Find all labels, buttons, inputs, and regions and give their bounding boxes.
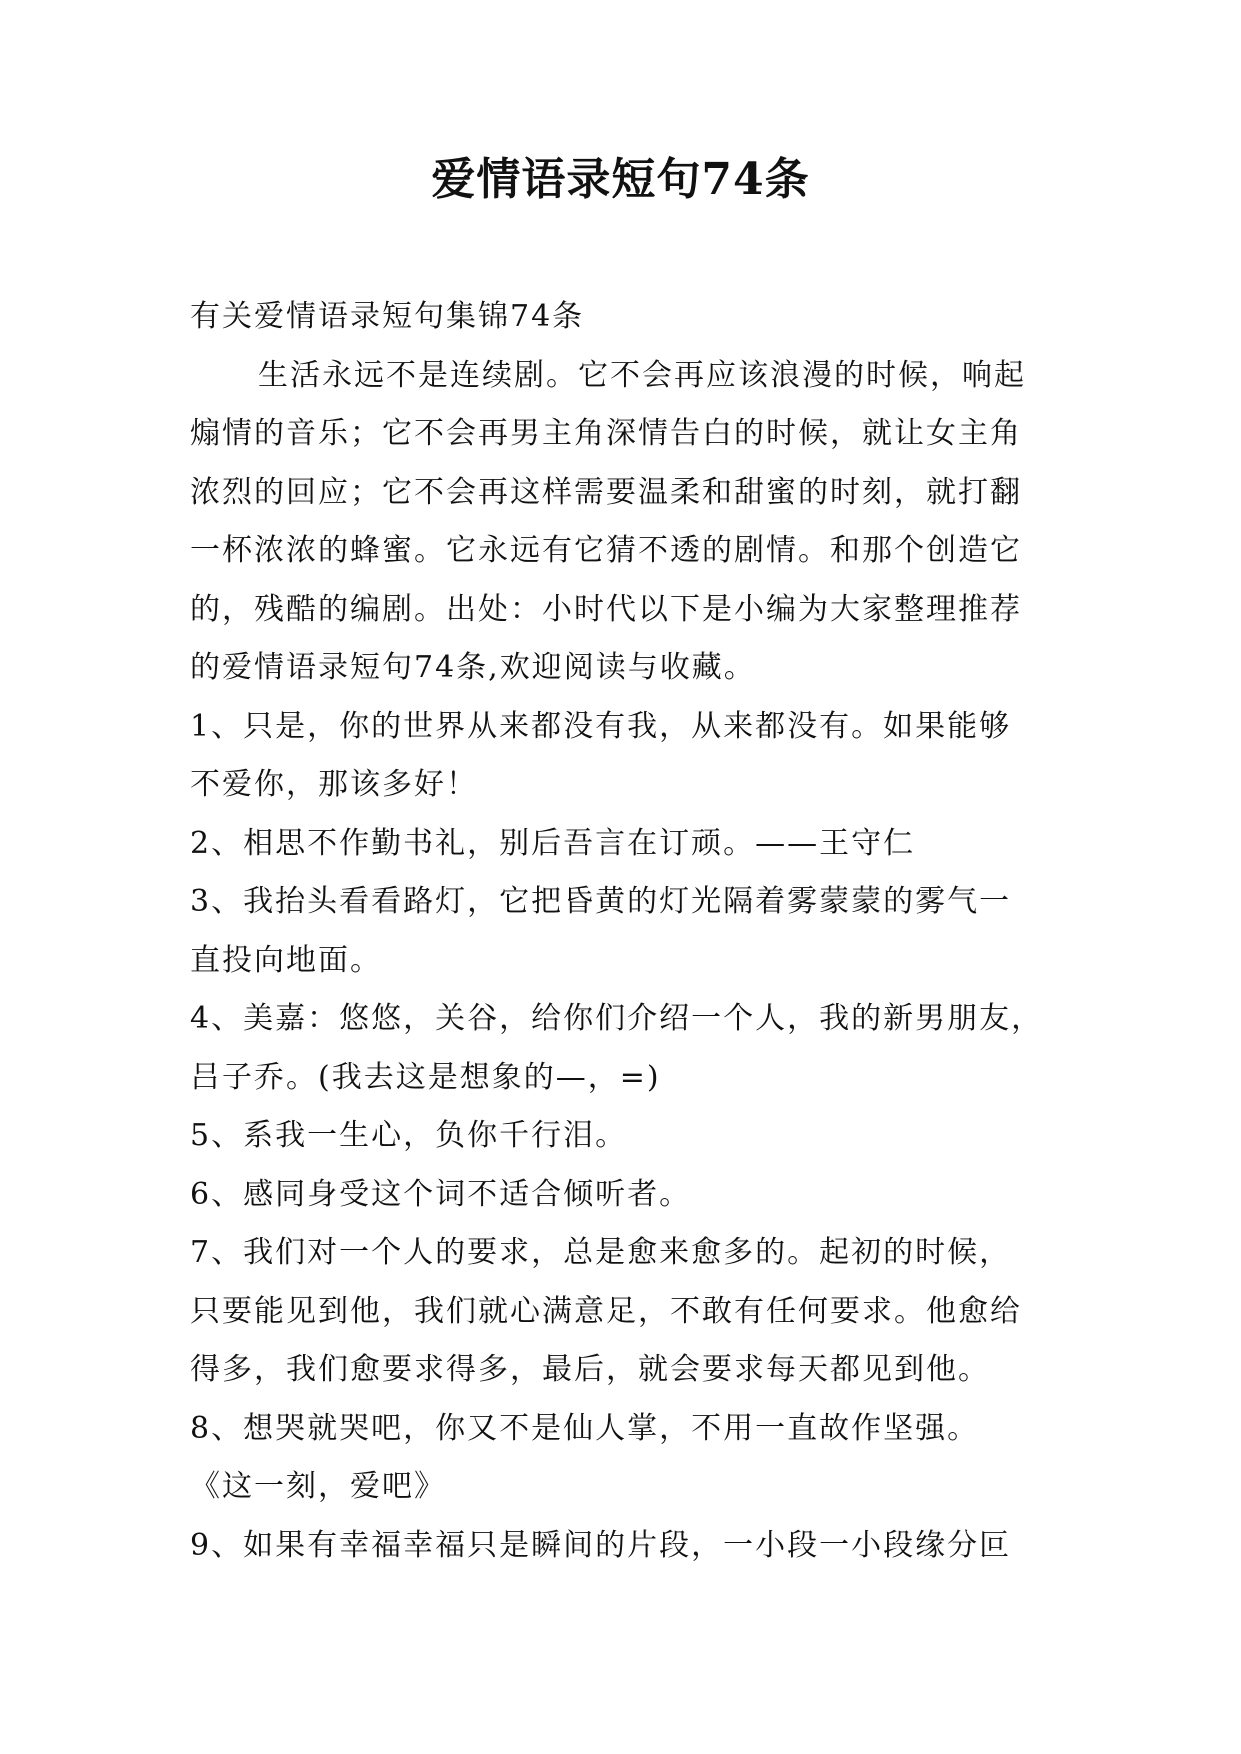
- quote-line: 不爱你，那该多好！: [190, 767, 478, 802]
- quote-line: 《这一刻，爱吧》: [190, 1469, 446, 1504]
- quote-line: 3、我抬头看看路灯，它把昏黄的灯光隔着雾蒙蒙的雾气一: [190, 884, 1012, 919]
- quote-line: 5、系我一生心，负你千行泪。: [190, 1118, 628, 1153]
- intro-paragraph-line: 浓烈的回应；它不会再这样需要温柔和甜蜜的时刻，就打翻: [190, 474, 1022, 510]
- quote-line: 得多，我们愈要求得多，最后，就会要求每天都见到他。: [190, 1352, 990, 1387]
- quote-line: 1、只是，你的世界从来都没有我，从来都没有。如果能够: [190, 708, 1012, 744]
- quote-line: 6、感同身受这个词不适合倾听者。: [190, 1176, 692, 1212]
- quote-line: 4、美嘉：悠悠，关谷，给你们介绍一个人，我的新男朋友，: [190, 1001, 1044, 1036]
- quote-line: 9、如果有幸福幸福只是瞬间的片段，一小段一小段缘分叵: [190, 1527, 1012, 1563]
- quote-line: 直投向地面。: [190, 942, 382, 978]
- intro-paragraph-line: 的爱情语录短句74条,欢迎阅读与收藏。: [190, 650, 756, 685]
- quote-line: 吕子乔。(我去这是想象的—，=): [190, 1059, 661, 1095]
- document-body: [190, 288, 1070, 1575]
- intro-paragraph-line: 的，残酷的编剧。出处：小时代以下是小编为大家整理推荐: [190, 591, 1022, 627]
- quote-line: 只要能见到他，我们就心满意足，不敢有任何要求。他愈给: [190, 1293, 1022, 1329]
- intro-paragraph-line: 生活永远不是连续剧。它不会再应该浪漫的时候，响起: [258, 357, 1026, 393]
- intro-paragraph-line: 煽情的音乐；它不会再男主角深情告白的时候，就让女主角: [190, 416, 1022, 451]
- quote-line: 7、我们对一个人的要求，总是愈来愈多的。起初的时候，: [190, 1235, 1012, 1270]
- intro-paragraph-line: 一杯浓浓的蜂蜜。它永远有它猜不透的剧情。和那个创造它: [190, 533, 1022, 568]
- quote-line: 2、相思不作勤书礼，别后吾言在订顽。——王守仁: [190, 825, 916, 861]
- document-title: 爱情语录短句74条: [431, 154, 810, 205]
- subtitle-line: 有关爱情语录短句集锦74条: [190, 299, 585, 334]
- quote-line: 8、想哭就哭吧，你又不是仙人掌，不用一直故作坚强。: [190, 1410, 980, 1446]
